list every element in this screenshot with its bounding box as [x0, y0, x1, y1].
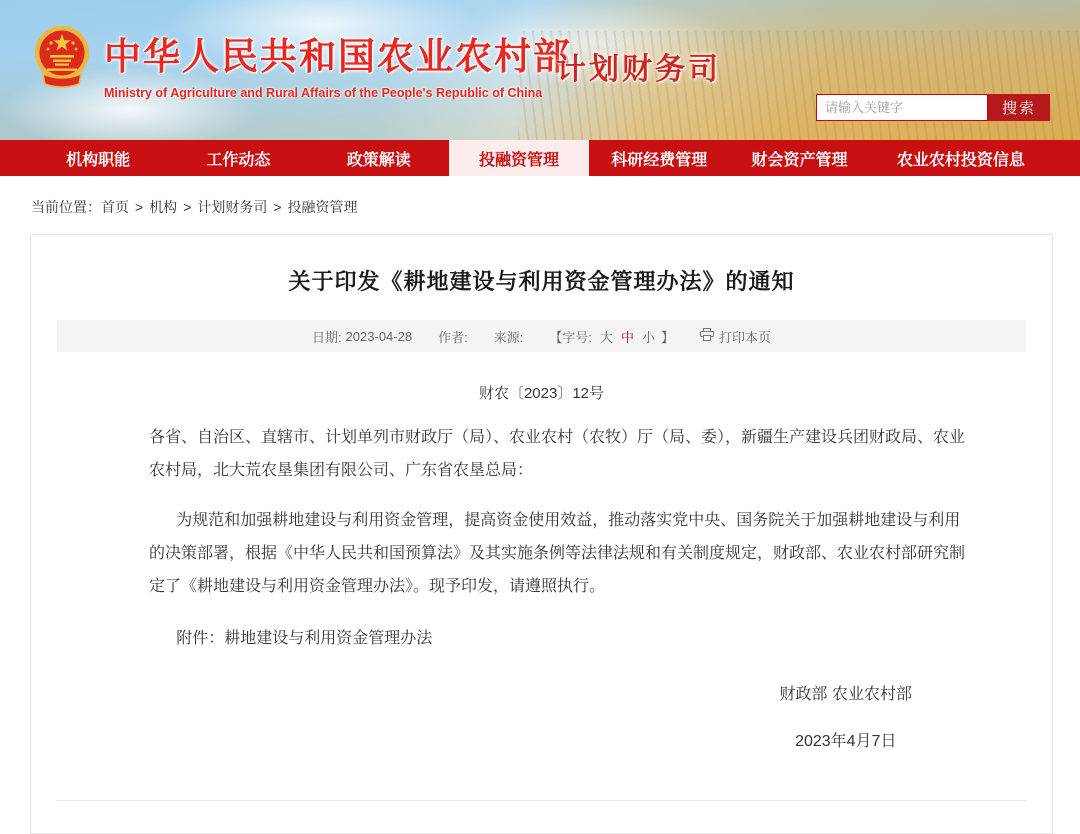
search-button[interactable]: 搜索: [988, 94, 1050, 121]
search-bar: [816, 94, 1050, 121]
nav-item-caikuaizichan[interactable]: 财会资产管理: [751, 151, 848, 169]
signature-issuers: 财政部 农业农村部: [779, 686, 912, 703]
breadcrumb-tourongziguanli[interactable]: 投融资管理: [287, 199, 358, 215]
main-nav: [0, 140, 1080, 176]
department-title: 计划财务司: [556, 53, 721, 86]
nav-item-jigouzhineng[interactable]: 机构职能: [66, 151, 131, 169]
meta-date-label: 日期:: [311, 329, 342, 345]
nav-item-keyanjingfei[interactable]: 科研经费管理: [611, 151, 708, 169]
article-title: 关于印发《耕地建设与利用资金管理办法》的通知: [288, 269, 795, 294]
font-size-switcher: [549, 327, 674, 346]
font-size-small-button[interactable]: 小: [641, 329, 655, 345]
breadcrumb-jihuacaiwusi[interactable]: 计划财务司: [197, 199, 268, 215]
signature-block: [780, 681, 912, 751]
font-size-large-button[interactable]: 大: [599, 329, 613, 345]
nav-item-touzixinxi[interactable]: 农业农村投资信息: [896, 151, 1025, 169]
site-title-block: [104, 26, 572, 100]
nav-item-zhengcejiedu[interactable]: 政策解读: [346, 151, 411, 169]
breadcrumb-separator: >: [273, 199, 282, 215]
document-number: 财农〔2023〕12号: [478, 385, 605, 402]
print-icon: [700, 328, 714, 344]
print-label: 打印本页: [719, 329, 772, 345]
font-size-medium-button[interactable]: 中: [620, 329, 634, 345]
breadcrumb-separator: >: [183, 199, 192, 215]
paragraph-main: 为规范和加强耕地建设与利用资金管理，提高资金使用效益，推动落实党中央、国务院关于加强耕地建设与利用的决策部署，根据《中华人民共和国预算法》及其实施条例等法律法规和有关制度规定，财政部、农业农村部研究制定了《耕地建设与利用资金管理办法》。现予印发，请遵照执行。: [149, 512, 966, 595]
meta-date: [312, 327, 412, 346]
article-body: [31, 421, 1052, 655]
article-container: [30, 234, 1053, 834]
site-title-english: Ministry of Agriculture and Rural Affairs of the People's Republic of China: [104, 86, 543, 100]
nav-item-tourongziguanli-active[interactable]: 投融资管理: [449, 140, 589, 176]
site-title-chinese: 中华人民共和国农业农村部: [104, 36, 572, 77]
attachment-line: 附件：耕地建设与利用资金管理办法: [176, 630, 433, 647]
nav-item-gongzuodongtai[interactable]: 工作动态: [206, 151, 271, 169]
bottom-divider: [56, 800, 1027, 801]
breadcrumb-separator: >: [135, 199, 144, 215]
font-size-suffix: 】: [661, 329, 675, 345]
print-page-button[interactable]: [700, 327, 771, 346]
paragraph-addressees: 各省、自治区、直辖市、计划单列市财政厅（局）、农业农村（农牧）厅（局、委），新疆生产建设兵团财政局、农业农村局，北大荒农垦集团有限公司、广东省农垦总局：: [149, 429, 966, 479]
breadcrumb-home[interactable]: 首页: [101, 199, 129, 215]
font-size-prefix: 【字号:: [549, 329, 592, 345]
breadcrumb: [0, 176, 1080, 217]
national-emblem-icon: [33, 22, 91, 90]
site-header: [0, 0, 1080, 140]
article-meta-bar: [57, 320, 1026, 352]
breadcrumb-jigou[interactable]: 机构: [149, 199, 178, 215]
signature-date: 2023年4月7日: [795, 733, 897, 750]
meta-source-label: 来源:: [493, 329, 524, 345]
meta-author-label: 作者:: [438, 329, 468, 345]
meta-date-value: 2023-04-28: [345, 328, 413, 344]
search-input[interactable]: [816, 94, 988, 121]
breadcrumb-label: 当前位置：: [31, 199, 101, 215]
